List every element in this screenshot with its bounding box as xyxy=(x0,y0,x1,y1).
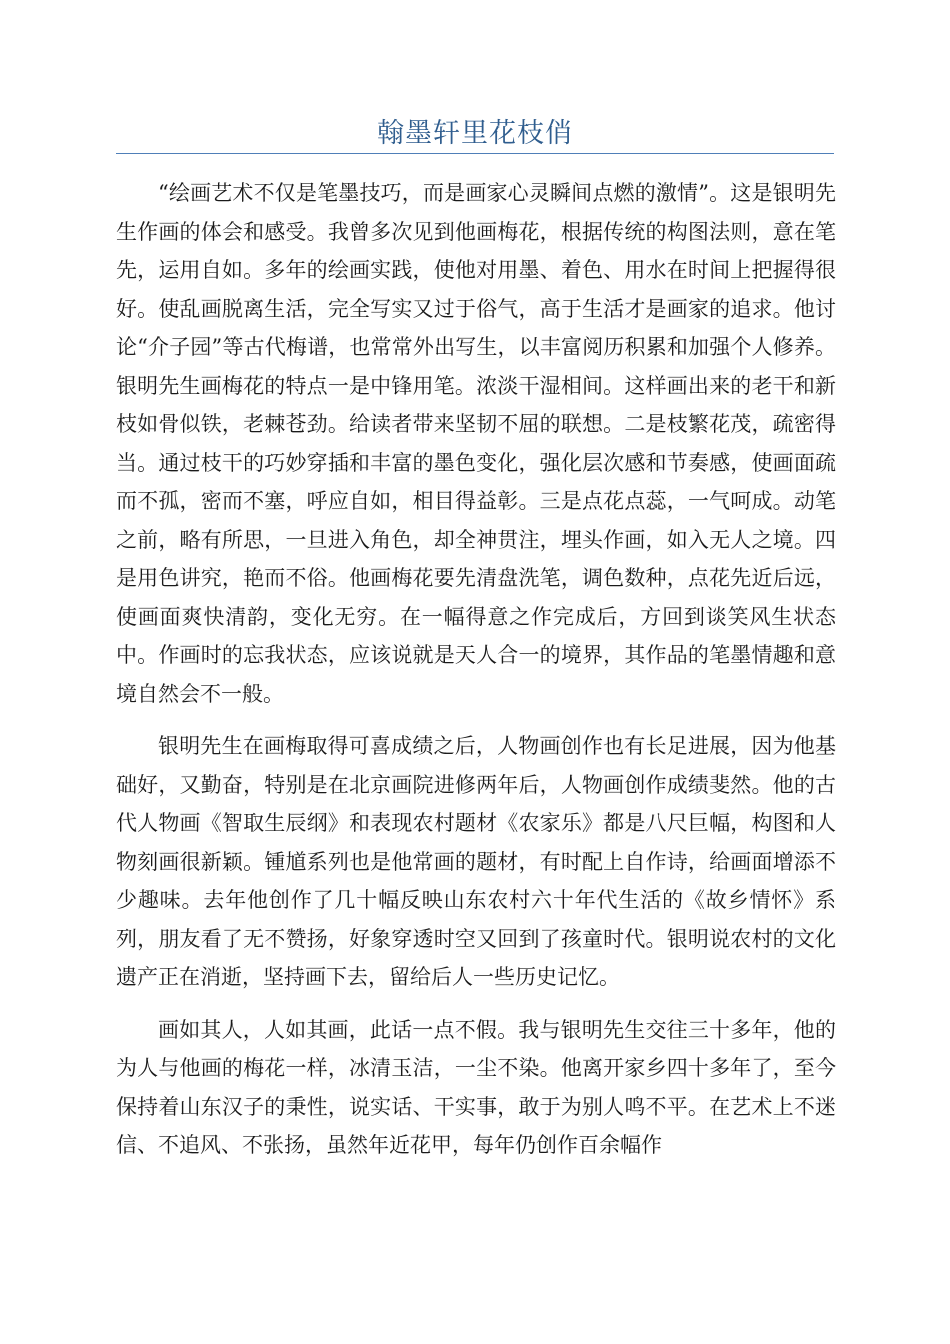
paragraph-2: 银明先生在画梅取得可喜成绩之后，人物画创作也有长足进展，因为他基础好，又勤奋，特别是在北京画院进修两年后，人物画创作成绩斐然。他的古代人物画《智取生辰纲》和表现农村题材《农家乐》都是八尺巨幅，构图和人物刻画很新颖。锺馗系列也是他常画的题材，有时配上自作诗，给画面增添不少趣味。去年他创作了几十幅反映山东农村六十年代生活的《故乡情怀》系列，朋友看了无不赞扬，好象穿透时空又回到了孩童时代。银明说农村的文化遗产正在消逝，坚持画下去，留给后人一些历史记忆。 xyxy=(116,734,836,989)
paragraph-3: 画如其人，人如其画，此话一点不假。我与银明先生交往三十多年，他的为人与他画的梅花一样，冰清玉洁，一尘不染。他离开家乡四十多年了，至今保持着山东汉子的秉性，说实话、干实事，敢于为别人鸣不平。在艺术上不迷信、不追风、不张扬，虽然年近花甲，每年仍创作百余幅作 xyxy=(116,1017,836,1157)
paragraph-1: “绘画艺术不仅是笔墨技巧，而是画家心灵瞬间点燃的激情”。这是银明先生作画的体会和感受。我曾多次见到他画梅花，根据传统的构图法则，意在笔先，运用自如。多年的绘画实践，使他对用墨、着色、用水在时间上把握得很好。使乱画脱离生活，完全写实又过于俗气，高于生活才是画家的追求。他讨论“介子园”等古代梅谱，也常常外出写生，以丰富阅历积累和加强个人修养。银明先生画梅花的特点一是中锋用笔。浓淡干湿相间。这样画出来的老干和新枝如骨似铁，老棘苍劲。给读者带来坚韧不屈的联想。二是枝繁花茂，疏密得当。通过枝干的巧妙穿插和丰富的墨色变化，强化层次感和节奏感，使画面疏而不孤，密而不塞，呼应自如，相目得益彰。三是点花点蕊，一气呵成。动笔之前，略有所思，一旦进入角色，却全神贯注，埋头作画，如入无人之境。四是用色讲究，艳而不俗。他画梅花要先清盘洗笔，调色数种，点花先近后远，使画面爽快清韵，变化无穷。在一幅得意之作完成后，方回到谈笑风生状态中。作画时的忘我状态，应该说就是天人合一的境界，其作品的笔墨情趣和意境自然会不一般。 xyxy=(116,181,836,706)
title-underline xyxy=(116,153,834,154)
document-title: 翰墨轩里花枝俏 xyxy=(377,118,573,149)
document-body xyxy=(116,174,836,1179)
